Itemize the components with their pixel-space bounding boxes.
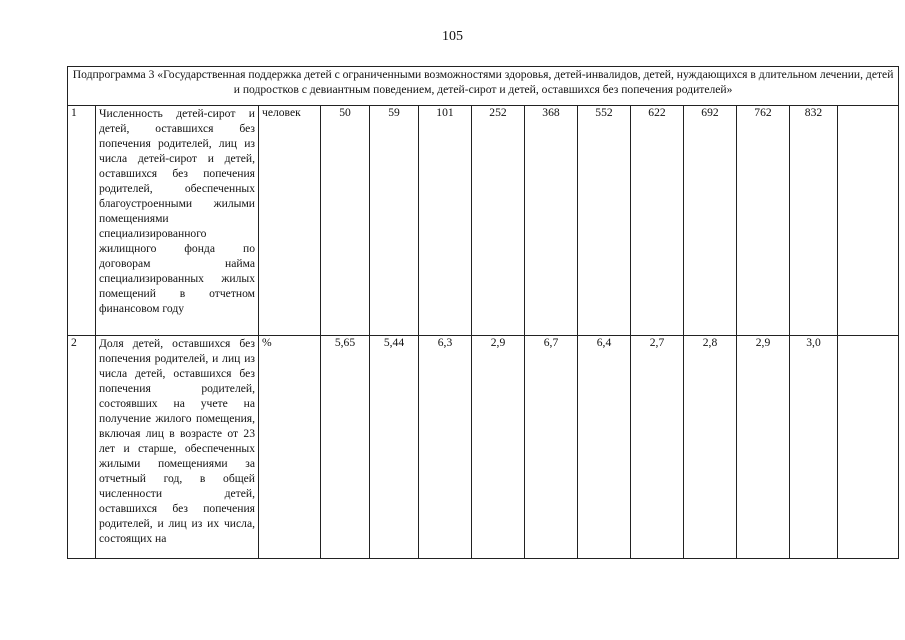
unit-of-measure: человек xyxy=(259,106,321,336)
value-cell: 2,7 xyxy=(631,336,684,559)
value-cell: 692 xyxy=(684,106,737,336)
value-cell: 2,9 xyxy=(472,336,525,559)
value-cell: 5,65 xyxy=(321,336,370,559)
value-cell: 5,44 xyxy=(370,336,419,559)
value-cell: 832 xyxy=(790,106,838,336)
row-number: 2 xyxy=(68,336,96,559)
indicator-description: Доля детей, оставшихся без попечения родителей, и лиц из числа детей, оставшихся без попечения родителей, состоявших на учете на получение жилого помещения, включая лиц в возрасте от 23 лет и старше, обеспеченных жилыми помещениями за отчетный год, в общей численности детей, оставшихся без попечения родителей, и лиц из их числа, состоящих на xyxy=(96,336,259,559)
unit-of-measure: % xyxy=(259,336,321,559)
value-cell: 552 xyxy=(578,106,631,336)
value-cell: 368 xyxy=(525,106,578,336)
value-cell: 101 xyxy=(419,106,472,336)
value-cell: 59 xyxy=(370,106,419,336)
table-row xyxy=(68,336,899,559)
value-cell: 3,0 xyxy=(790,336,838,559)
value-cell: 2,8 xyxy=(684,336,737,559)
indicators-table xyxy=(67,66,899,559)
subprogram-header-row xyxy=(68,67,899,106)
table-row xyxy=(68,106,899,336)
value-cell xyxy=(838,336,899,559)
value-cell: 50 xyxy=(321,106,370,336)
row-number: 1 xyxy=(68,106,96,336)
indicator-description: Численность детей-сирот и детей, оставшихся без попечения родителей, лиц из числа детей-сирот и детей, оставшихся без попечения родителей, обеспеченных благоустроенными жилыми помещениями специализированного жилищного фонда по договорам найма специализированных жилых помещений в отчетном финансовом году xyxy=(96,106,259,336)
value-cell: 6,3 xyxy=(419,336,472,559)
value-cell: 2,9 xyxy=(737,336,790,559)
value-cell: 6,4 xyxy=(578,336,631,559)
page-number: 105 xyxy=(442,29,463,44)
subprogram-title: Подпрограмма 3 «Государственная поддержка детей с ограниченными возможностями здоровья, детей-инвалидов, детей, нуждающихся в длительном лечении, детей и подростков с девиантным поведением, детей-сирот и детей, оставшихся без попечения родителей» xyxy=(68,67,899,106)
value-cell: 762 xyxy=(737,106,790,336)
value-cell: 622 xyxy=(631,106,684,336)
value-cell: 252 xyxy=(472,106,525,336)
value-cell xyxy=(838,106,899,336)
value-cell: 6,7 xyxy=(525,336,578,559)
